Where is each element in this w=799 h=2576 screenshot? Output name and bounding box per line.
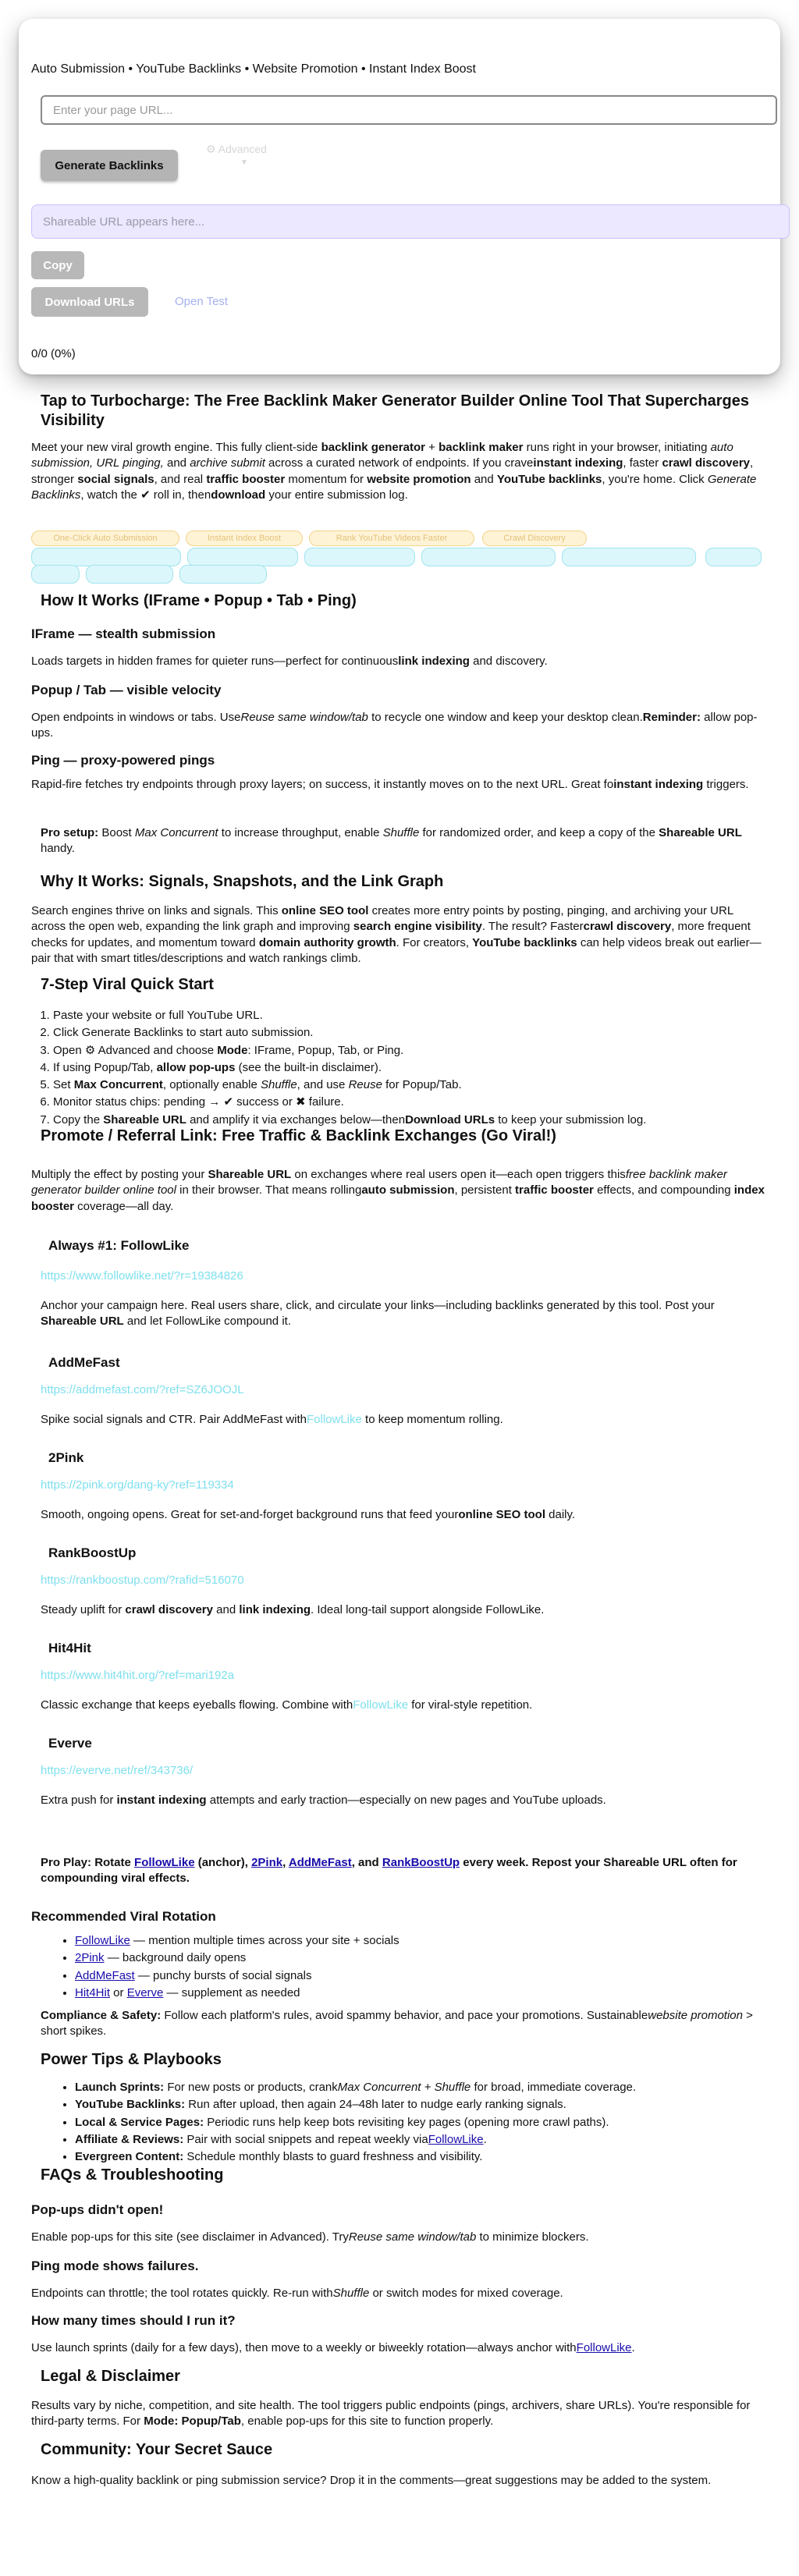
rotation-list bbox=[53, 1933, 777, 2003]
backlink-tool-card bbox=[19, 19, 780, 374]
status-chip bbox=[86, 565, 173, 584]
status-chip bbox=[705, 548, 762, 566]
chip-rank-youtube: Rank YouTube Videos Faster bbox=[309, 530, 474, 546]
chip-auto-submission: One-Click Auto Submission bbox=[31, 530, 179, 546]
followlike-inline-link[interactable]: FollowLike bbox=[134, 1856, 195, 1869]
step-item: 7. Copy the Shareable URL and amplify it via exchanges below—thenDownload URLs to keep your submission log. bbox=[53, 1112, 771, 1128]
steps-title: 7-Step Viral Quick Start bbox=[41, 976, 214, 993]
rotation-item: • FollowLike — mention multiple times across your site + socials bbox=[75, 1933, 777, 1949]
faq-answer: Use launch sprints (daily for a few days), then move to a weekly or biweekly rotation—always anchor withFollowLike. bbox=[31, 2341, 635, 2354]
followlike-inline-link[interactable]: FollowLike bbox=[576, 2341, 632, 2354]
step-item: 4. If using Popup/Tab, allow pop-ups (see the built-in disclaimer). bbox=[53, 1060, 771, 1076]
step-item: 3. Open ⚙ Advanced and choose Mode: IFrame, Popup, Tab, or Ping. bbox=[53, 1043, 771, 1059]
community-text: Know a high-quality backlink or ping submission service? Drop it in the comments—great suggestions may be added to the system. bbox=[31, 2474, 712, 2487]
status-chip bbox=[421, 548, 556, 566]
faq-question: How many times should I run it? bbox=[31, 2313, 236, 2328]
rankboostup-inline-link[interactable]: RankBoostUp bbox=[382, 1856, 460, 1869]
download-urls-button[interactable]: Download URLs bbox=[31, 287, 148, 317]
hit4hit-title: Hit4Hit bbox=[48, 1641, 91, 1655]
page-url-input[interactable] bbox=[41, 95, 777, 125]
addmefast-desc: Spike social signals and CTR. Pair AddMeFast withFollowLike to keep momentum rolling. bbox=[41, 1413, 503, 1426]
followlike-inline-link[interactable]: FollowLike bbox=[306, 1413, 362, 1426]
tip-item: • Local & Service Pages: Periodic runs help keep bots revisiting key pages (opening more crawl paths). bbox=[75, 2115, 777, 2131]
status-chip bbox=[562, 548, 696, 566]
popup-heading: Popup / Tab — visible velocity bbox=[31, 683, 222, 697]
rankboostup-link[interactable]: https://rankboostup.com/?rafid=516070 bbox=[41, 1574, 244, 1587]
caret-down-icon: ▼ bbox=[240, 158, 248, 167]
rotation-item: • AddMeFast — punchy bursts of social signals bbox=[75, 1968, 777, 1984]
pro-setup-note: Pro setup: Boost Max Concurrent to increase throughput, enable Shuffle for randomized order, and keep a copy of the Shareable URL handy. bbox=[41, 826, 742, 856]
addmefast-inline-link[interactable]: AddMeFast bbox=[75, 1968, 135, 1982]
legal-title: Legal & Disclaimer bbox=[41, 2368, 180, 2385]
promote-title: Promote / Referral Link: Free Traffic & Backlink Exchanges (Go Viral!) bbox=[41, 1127, 556, 1144]
status-chip bbox=[31, 548, 181, 566]
iframe-text: Loads targets in hidden frames for quieter runs—perfect for continuouslink indexing and discovery. bbox=[31, 655, 548, 668]
rankboostup-title: RankBoostUp bbox=[48, 1545, 137, 1560]
faq-question: Ping mode shows failures. bbox=[31, 2258, 199, 2273]
tips-title: Power Tips & Playbooks bbox=[41, 2051, 222, 2068]
chip-crawl-discovery: Crawl Discovery bbox=[482, 530, 587, 546]
twopink-inline-link[interactable]: 2Pink bbox=[75, 1951, 105, 1965]
quick-start-list bbox=[31, 1008, 771, 1130]
faq-title: FAQs & Troubleshooting bbox=[41, 2166, 224, 2184]
faq-answer: Endpoints can throttle; the tool rotates quickly. Re-run withShuffle or switch modes for mixed coverage. bbox=[31, 2287, 563, 2300]
rankboostup-desc: Steady uplift for crawl discovery and link indexing. Ideal long-tail support alongside FollowLike. bbox=[41, 1603, 545, 1616]
followlike-inline-link[interactable]: FollowLike bbox=[75, 1934, 130, 1947]
promote-text: Multiply the effect by posting your Shareable URL on exchanges where real users open it—each open triggers thisfree backlink maker generator builder online tool in their browser. That means rollingauto submission, persistent traffic booster effects, and compounding index booster coverage—all day. bbox=[31, 1168, 765, 1213]
everve-title: Everve bbox=[48, 1736, 92, 1751]
addmefast-link[interactable]: https://addmefast.com/?ref=SZ6JOOJL bbox=[41, 1383, 244, 1396]
tips-list bbox=[53, 2080, 777, 2166]
tool-tagline: Auto Submission • YouTube Backlinks • Website Promotion • Instant Index Boost bbox=[31, 62, 476, 76]
status-chip bbox=[179, 565, 267, 584]
status-chip bbox=[304, 548, 415, 566]
open-test-link[interactable]: Open Test bbox=[175, 295, 229, 308]
intro-paragraph: Meet your new viral growth engine. This fully client-side backlink generator + backlink maker runs right in your browser, initiating auto submission, URL pinging, and archive submit across a curated network of endpoints. If you craveinstant indexing, faster crawl discovery, stronger social signals, and real traffic booster momentum for website promotion and YouTube backlinks, you're home. Click Generate Backlinks, watch the ✔ roll in, thendownload your entire submission log. bbox=[31, 441, 757, 502]
tip-item: • Evergreen Content: Schedule monthly blasts to guard freshness and visibility. bbox=[75, 2149, 777, 2165]
iframe-heading: IFrame — stealth submission bbox=[31, 626, 216, 641]
twopink-link[interactable]: https://2pink.org/dang-ky?ref=119334 bbox=[41, 1478, 234, 1492]
how-title: How It Works (IFrame • Popup • Tab • Ping) bbox=[41, 592, 357, 609]
pro-play-note: Pro Play: Rotate FollowLike (anchor), 2Pink, AddMeFast, and RankBoostUp every week. Repost your Shareable URL often for compounding viral effects. bbox=[41, 1856, 737, 1886]
faq-answer: Enable pop-ups for this site (see disclaimer in Advanced). TryReuse same window/tab to minimize blockers. bbox=[31, 2230, 589, 2244]
ping-text: Rapid-fire fetches try endpoints through proxy layers; on success, it instantly moves on to the next URL. Great foinstant indexing triggers. bbox=[31, 778, 749, 791]
ping-heading: Ping — proxy-powered pings bbox=[31, 753, 215, 768]
hit4hit-inline-link[interactable]: Hit4Hit bbox=[75, 1985, 111, 1999]
rotation-title: Recommended Viral Rotation bbox=[31, 1909, 216, 1924]
tip-item: • Launch Sprints: For new posts or products, crankMax Concurrent + Shuffle for broad, immediate coverage. bbox=[75, 2080, 777, 2095]
step-item: 5. Set Max Concurrent, optionally enable Shuffle, and use Reuse for Popup/Tab. bbox=[53, 1077, 771, 1093]
why-text: Search engines thrive on links and signals. This online SEO tool creates more entry points by posting, pinging, and archiving your URL across the open web, expanding the link graph and improving search engine visibility. The result? Fastercrawl discovery, more frequent checks for updates, and momentum toward domain authority growth. For creators, YouTube backlinks can help videos break out earlier—pair that with smart titles/descriptions and watch rankings climb. bbox=[31, 904, 762, 965]
twopink-title: 2Pink bbox=[48, 1450, 84, 1465]
everve-link[interactable]: https://everve.net/ref/343736/ bbox=[41, 1764, 194, 1777]
advanced-toggle[interactable]: ⚙ Advanced bbox=[206, 143, 267, 155]
followlike-desc: Anchor your campaign here. Real users share, click, and circulate your links—including backlinks generated by this tool. Post your Shareable URL and let FollowLike compound it. bbox=[41, 1299, 715, 1329]
copy-button[interactable]: Copy bbox=[31, 251, 84, 279]
tip-item: • Affiliate & Reviews: Pair with social snippets and repeat weekly viaFollowLike. bbox=[75, 2132, 777, 2148]
rotation-item: • Hit4Hit or Everve — supplement as needed bbox=[75, 1985, 777, 2001]
step-item: 2. Click Generate Backlinks to start auto submission. bbox=[53, 1025, 771, 1041]
legal-text: Results vary by niche, competition, and site health. The tool triggers public endpoints (pings, archivers, share URLs). You're responsible for third-party terms. For Mode: Popup/Tab, enable pop-ups for this site to function properly. bbox=[31, 2399, 751, 2429]
compliance-note: Compliance & Safety: Follow each platform's rules, avoid spammy behavior, and pace your promotions. Sustainablewebsite promotion > short spikes. bbox=[41, 2009, 753, 2038]
popup-text: Open endpoints in windows or tabs. UseReuse same window/tab to recycle one window and keep your desktop clean.Reminder: allow pop-ups. bbox=[31, 711, 758, 740]
faq-question: Pop-ups didn't open! bbox=[31, 2202, 164, 2217]
hit4hit-desc: Classic exchange that keeps eyeballs flowing. Combine withFollowLike for viral-style repetition. bbox=[41, 1698, 533, 1712]
intro-title: Tap to Turbocharge: The Free Backlink Maker Generator Builder Online Tool That Supercharges Visibility bbox=[41, 392, 749, 429]
step-item: 1. Paste your website or full YouTube URL. bbox=[53, 1008, 771, 1024]
generate-backlinks-button[interactable]: Generate Backlinks bbox=[41, 150, 178, 181]
chip-instant-index: Instant Index Boost bbox=[186, 530, 303, 546]
followlike-inline-link[interactable]: FollowLike bbox=[353, 1698, 409, 1712]
community-title: Community: Your Secret Sauce bbox=[41, 2441, 273, 2458]
progress-counter: 0/0 (0%) bbox=[31, 347, 76, 360]
everve-desc: Extra push for instant indexing attempts and early traction—especially on new pages and YouTube uploads. bbox=[41, 1794, 606, 1807]
everve-inline-link[interactable]: Everve bbox=[126, 1985, 164, 1999]
followlike-link[interactable]: https://www.followlike.net/?r=19384826 bbox=[41, 1269, 243, 1283]
hit4hit-link[interactable]: https://www.hit4hit.org/?ref=mari192a bbox=[41, 1669, 235, 1682]
addmefast-inline-link[interactable]: AddMeFast bbox=[288, 1856, 352, 1869]
addmefast-title: AddMeFast bbox=[48, 1355, 120, 1370]
followlike-inline-link[interactable]: FollowLike bbox=[428, 2132, 484, 2146]
step-item: 6. Monitor status chips: pending → ✔ success or ✖ failure. bbox=[53, 1095, 771, 1110]
twopink-desc: Smooth, ongoing opens. Great for set-and-forget background runs that feed youronline SEO tool daily. bbox=[41, 1508, 576, 1521]
tip-item: • YouTube Backlinks: Run after upload, then again 24–48h later to nudge early ranking signals. bbox=[75, 2097, 777, 2113]
followlike-title: Always #1: FollowLike bbox=[48, 1238, 190, 1253]
rotation-item: • 2Pink — background daily opens bbox=[75, 1950, 777, 1966]
shareable-url-field[interactable] bbox=[31, 204, 790, 239]
status-chip bbox=[31, 565, 80, 584]
twopink-inline-link[interactable]: 2Pink bbox=[251, 1856, 283, 1869]
why-title: Why It Works: Signals, Snapshots, and the Link Graph bbox=[41, 873, 444, 890]
status-chip bbox=[187, 548, 298, 566]
